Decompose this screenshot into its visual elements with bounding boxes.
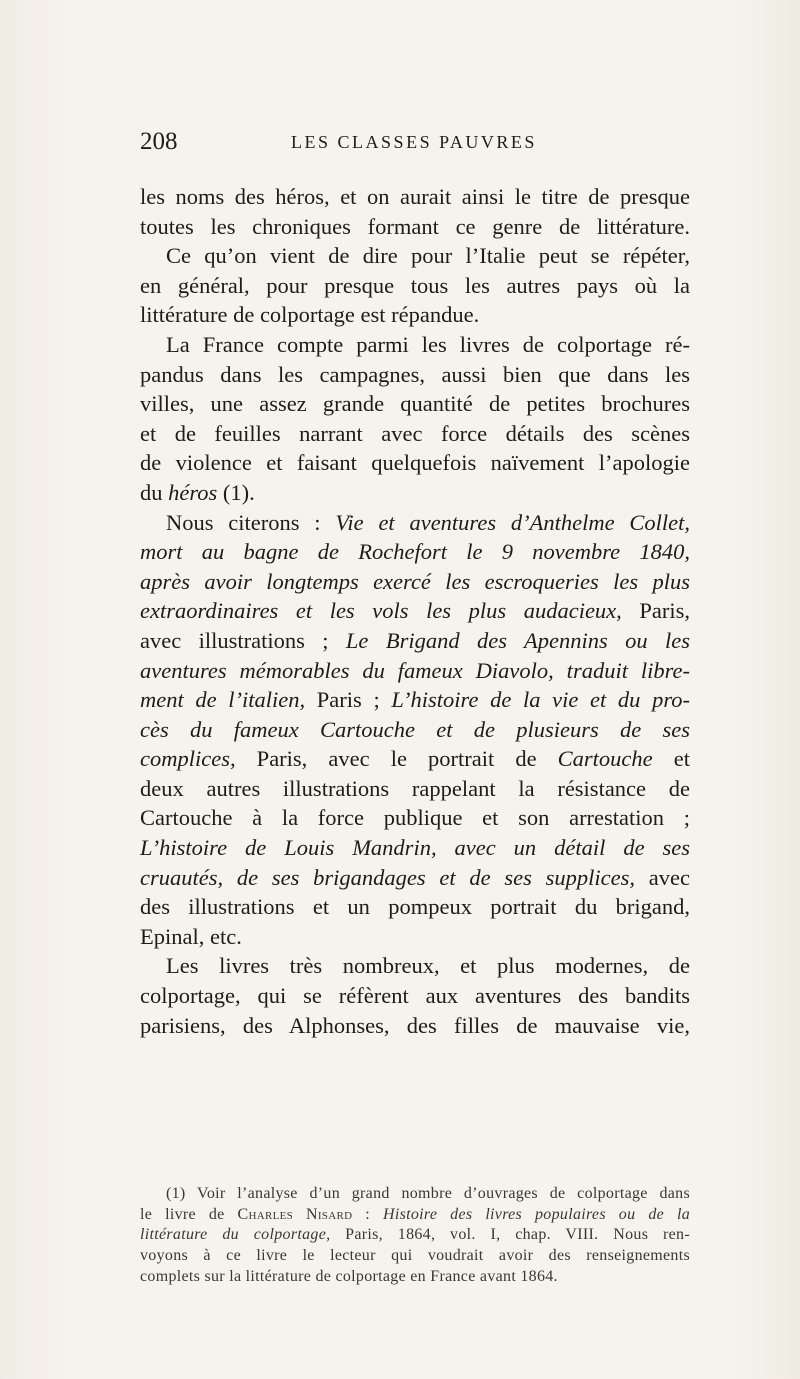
text-line: La France compte parmi les livres de colportage ré- [166, 331, 690, 357]
text-line: cès du fameux Cartouche et de plusieurs de ses [140, 716, 690, 742]
text-line: littérature de colportage est répandue. [140, 302, 480, 328]
text-line: Cartouche à la force publique et son arrestation ; [140, 805, 690, 831]
running-head: LES CLASSES PAUVRES [291, 132, 537, 152]
text-line: Les livres très nombreux, et plus modernes, de [166, 953, 690, 979]
text-line: après avoir longtemps exercé les escroqueries les plus [140, 568, 690, 594]
text-line: et de feuilles narrant avec force détails des scènes [140, 420, 690, 446]
footnote-line: voyons à ce livre le lecteur qui voudrait avoir des renseignements [140, 1247, 690, 1265]
text-line: les noms des héros, et on aurait ainsi le titre de presque [140, 184, 690, 209]
text-line: extraordinaires et les vols les plus audacieux, Paris, [140, 598, 690, 624]
text-line: colportage, qui se réfèrent aux aventures des bandits [140, 983, 690, 1009]
text-line: cruautés, de ses brigandages et de ses supplices, avec [140, 864, 690, 890]
text-line: pandus dans les campagnes, aussi bien que dans les [140, 361, 690, 387]
text-line: du héros (1). [140, 479, 255, 505]
text-line: aventures mémorables du fameux Diavolo, traduit libre- [140, 657, 690, 683]
text-line: Nous citerons : Vie et aventures d’Anthelme Collet, [166, 509, 690, 535]
body-text [140, 182, 690, 1040]
text-line: deux autres illustrations rappelant la résistance de [140, 775, 690, 801]
text-line: Epinal, etc. [140, 923, 242, 949]
text-line: villes, une assez grande quantité de petites brochures [140, 391, 690, 417]
page-number: 208 [140, 128, 178, 155]
text-line: L’histoire de Louis Mandrin, avec un détail de ses [140, 835, 690, 861]
footnote-line: le livre de Charles Nisard : Histoire des livres populaires ou de la [140, 1205, 691, 1223]
footnote-line: complets sur la littérature de colportage en France avant 1864. [140, 1267, 558, 1285]
footnote-line: (1) Voir l’analyse d’un grand nombre d’ouvrages de colportage dans [166, 1185, 690, 1202]
text-line: mort au bagne de Rochefort le 9 novembre 1840, [140, 539, 690, 565]
text-line: des illustrations et un pompeux portrait du brigand, [140, 894, 690, 920]
text-line: de violence et faisant quelquefois naïvement l’apologie [140, 450, 690, 476]
text-line: parisiens, des Alphonses, des filles de mauvaise vie, [140, 1012, 690, 1038]
text-line: en général, pour presque tous les autres pays où la [140, 272, 690, 298]
text-line: Ce qu’on vient de dire pour l’Italie peut se répéter, [166, 243, 690, 269]
text-line: complices, Paris, avec le portrait de Cartouche et [140, 746, 690, 772]
text-line: avec illustrations ; Le Brigand des Apennins ou les [140, 627, 690, 653]
footnotes [140, 1184, 690, 1288]
page-header [140, 128, 688, 158]
text-line: ment de l’italien, Paris ; L’histoire de la vie et du pro- [140, 687, 690, 713]
text-line: toutes les chroniques formant ce genre de littérature. [140, 213, 690, 239]
footnote-line: littérature du colportage, Paris, 1864, vol. I, chap. VIII. Nous ren- [140, 1226, 690, 1244]
